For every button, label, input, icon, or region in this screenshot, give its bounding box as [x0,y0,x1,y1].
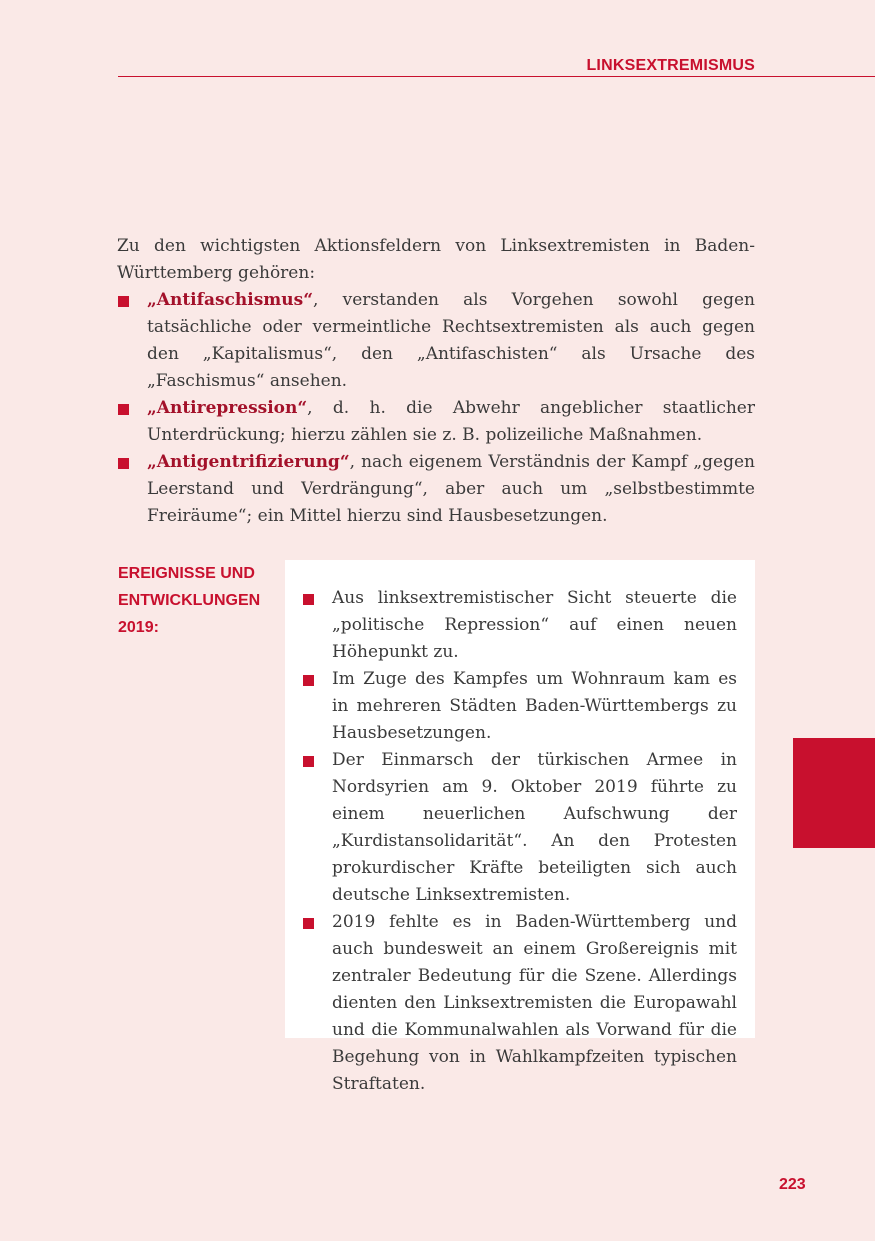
header-title: LINKSEXTREMISMUS [586,57,755,74]
list-item [117,449,755,530]
section-label-line: EREIGNISSE UND [118,565,255,582]
list-item [302,585,737,666]
square-bullet-icon [303,675,314,686]
events-box [285,560,755,1094]
list-item [302,909,737,1098]
item-text: Im Zuge des Kampfes um Wohnraum kam es in mehreren Städten Baden-Württembergs zu Hausbesetzungen. [332,669,737,743]
intro-section [117,233,755,530]
chapter-tab-marker [793,738,875,848]
term-antigentrifizierung: „Antigentrifizierung“ [147,452,350,472]
events-list [302,585,737,1098]
section-label-line: 2019: [118,619,159,636]
square-bullet-icon [303,756,314,767]
square-bullet-icon [118,404,129,415]
item-text: Der Einmarsch der türkischen Armee in Nordsyrien am 9. Oktober 2019 führte zu einem neuerlichen Aufschwung der „Kurdistansolidarität“. An den Protesten prokurdischer Kräfte beteiligten sich auch deutsche Linksextremisten. [332,750,737,905]
list-item [302,666,737,747]
item-text: 2019 fehlte es in Baden-Württemberg und auch bundesweit an einem Großereignis mit zentraler Bedeutung für die Szene. Allerdings dienten den Linksextremisten die Europawahl und die Kommunalwahlen als Vorwand für die Begehung von in Wahlkampfzeiten typischen Straftaten. [332,912,737,1094]
item-text: , verstanden als Vorgehen sowohl gegen tatsächliche oder vermeintliche Rechtsextremisten als auch gegen den „Kapitalismus“, den „Antifaschisten“ als Ursache des „Faschismus“ ansehen. [147,290,755,391]
item-text: , d. h. die Abwehr angeblicher staatlicher Unterdrückung; hierzu zählen sie z. B. polizeiliche Maßnahmen. [147,398,755,445]
running-header [118,56,875,77]
square-bullet-icon [303,594,314,605]
item-text: , nach eigenem Verständnis der Kampf „gegen Leerstand und Verdrängung“, aber auch um „selbstbestimmte Freiräume“; ein Mittel hierzu sind Hausbesetzungen. [147,452,755,526]
list-item [117,287,755,395]
page-number: 223 [779,1176,806,1193]
term-antifaschismus: „Antifaschismus“ [147,290,313,310]
list-item [302,747,737,909]
section-label [118,560,278,641]
intro-lead: Zu den wichtigsten Aktionsfeldern von Linksextremisten in Baden-Württemberg gehören: [117,236,755,283]
square-bullet-icon [303,918,314,929]
list-item [117,395,755,449]
term-antirepression: „Antirepression“ [147,398,308,418]
item-text: Aus linksextremistischer Sicht steuerte die „politische Repression“ auf einen neuen Höhepunkt zu. [332,588,737,662]
square-bullet-icon [118,458,129,469]
square-bullet-icon [118,296,129,307]
section-label-line: ENTWICKLUNGEN [118,592,261,609]
action-field-list [117,287,755,530]
